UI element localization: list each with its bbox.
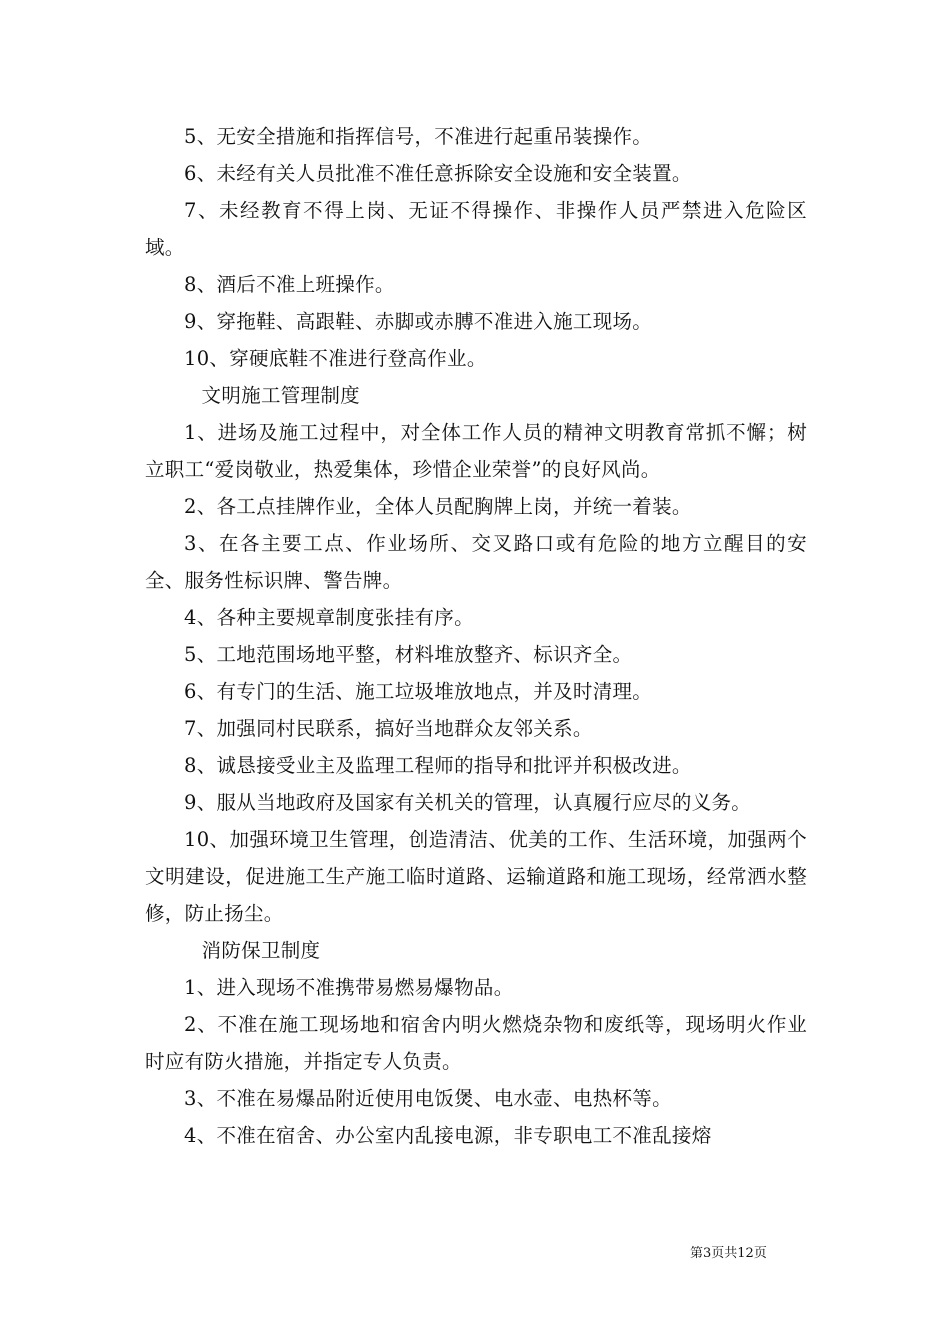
paragraph-civil-8: 8、诚恳接受业主及监理工程师的指导和批评并积极改进。 [184, 754, 692, 777]
paragraph-fire-3: 3、不准在易爆品附近使用电饭煲、电水壶、电热杯等。 [184, 1087, 672, 1110]
document-body [145, 118, 807, 1154]
paragraph-fire-4: 4、不准在宿舍、办公室内乱接电源，非专职电工不准乱接熔 [184, 1124, 712, 1147]
section-heading-civilized-construction: 文明施工管理制度 [201, 384, 360, 407]
paragraph-civil-5: 5、工地范围场地平整，材料堆放整齐、标识齐全。 [184, 643, 633, 666]
paragraph-civil-7: 7、加强同村民联系，搞好当地群众友邻关系。 [184, 717, 593, 740]
section-heading-fire-security: 消防保卫制度 [201, 939, 321, 962]
paragraph-rule-9: 9、穿拖鞋、高跟鞋、赤脚或赤膊不准进入施工现场。 [184, 310, 653, 333]
paragraph-civil-6: 6、有专门的生活、施工垃圾堆放地点，并及时清理。 [184, 680, 653, 703]
paragraph-rule-8: 8、酒后不准上班操作。 [184, 273, 395, 296]
paragraph-civil-3: 3、在各主要工点、作业场所、交叉路口或有危险的地方立醒目的安全、服务性标识牌、警告牌。 [145, 532, 807, 592]
paragraph-rule-7: 7、未经教育不得上岗、无证不得操作、非操作人员严禁进入危险区域。 [145, 199, 807, 259]
paragraph-civil-4: 4、各种主要规章制度张挂有序。 [184, 606, 474, 629]
paragraph-civil-1: 1、进场及施工过程中，对全体工作人员的精神文明教育常抓不懈；树立职工“爱岗敬业，热爱集体，珍惜企业荣誉”的良好风尚。 [145, 421, 807, 481]
paragraph-civil-10: 10、加强环境卫生管理，创造清洁、优美的工作、生活环境，加强两个文明建设，促进施工生产施工临时道路、运输道路和施工现场，经常洒水整修，防止扬尘。 [145, 828, 807, 925]
page-number-footer: 第3页共12页 [690, 1246, 767, 1261]
paragraph-fire-2: 2、不准在施工现场地和宿舍内明火燃烧杂物和废纸等，现场明火作业时应有防火措施，并指定专人负责。 [145, 1013, 807, 1073]
paragraph-civil-9: 9、服从当地政府及国家有关机关的管理，认真履行应尽的义务。 [184, 791, 752, 814]
paragraph-rule-5: 5、无安全措施和指挥信号，不准进行起重吊装操作。 [184, 125, 653, 148]
paragraph-rule-10: 10、穿硬底鞋不准进行登高作业。 [184, 347, 487, 370]
paragraph-rule-6: 6、未经有关人员批准不准任意拆除安全设施和安全装置。 [184, 162, 692, 185]
paragraph-civil-2: 2、各工点挂牌作业，全体人员配胸牌上岗，并统一着装。 [184, 495, 692, 518]
paragraph-fire-1: 1、进入现场不准携带易燃易爆物品。 [184, 976, 514, 999]
